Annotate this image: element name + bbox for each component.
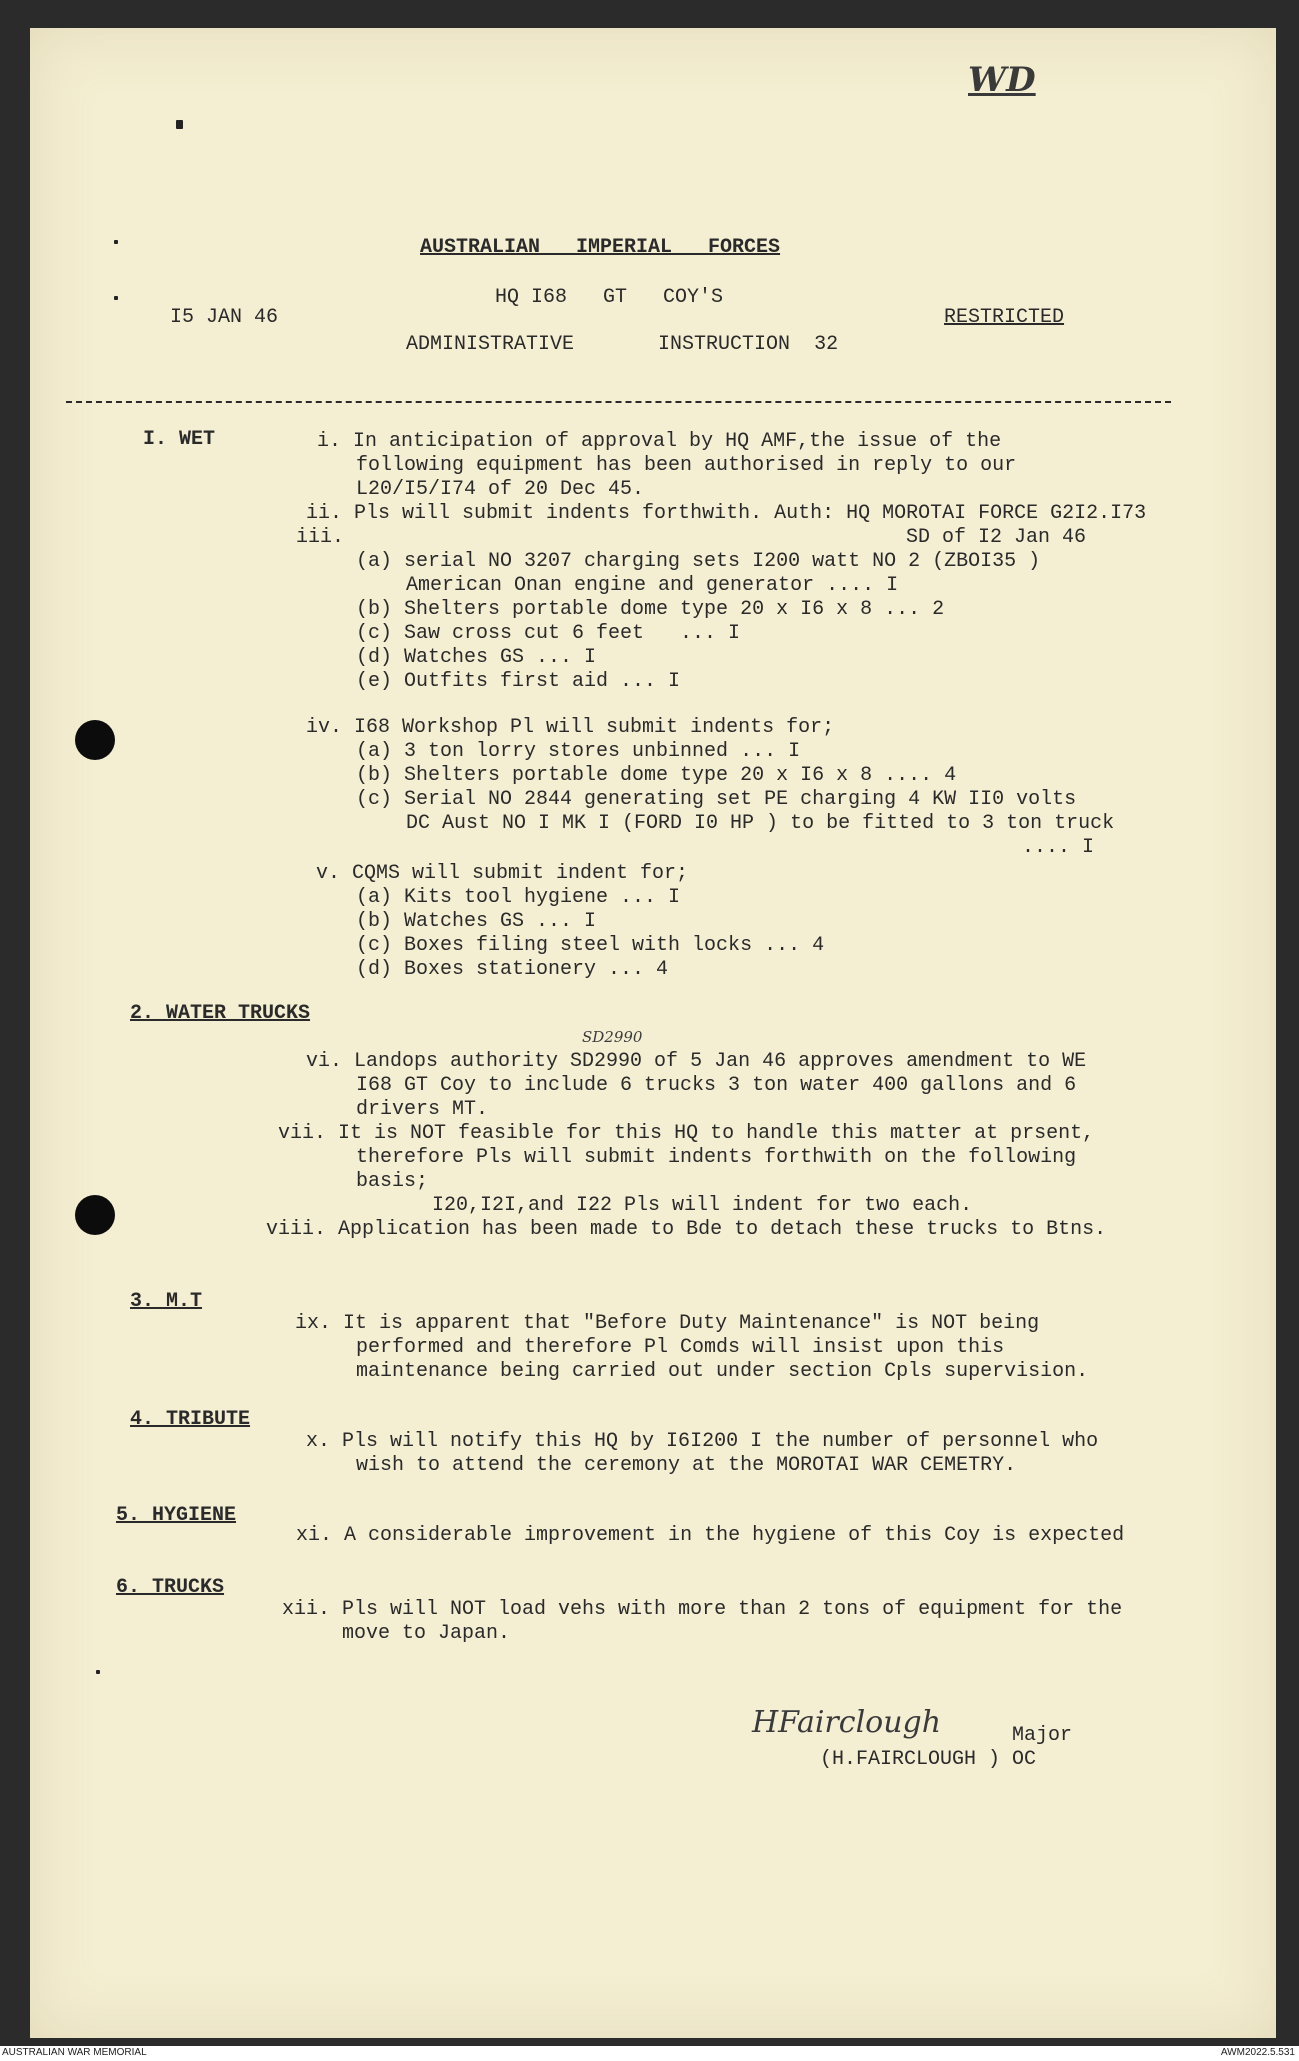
signature-rank: Major [1012, 1724, 1073, 1747]
s1-line-20: (a) Kits tool hygiene ... I [356, 886, 681, 909]
s1-line-14: (a) 3 ton lorry stores unbinned ... I [356, 740, 801, 763]
s1-line-9: (b) Shelters portable dome type 20 x I6 x 8 ... 2 [356, 598, 945, 621]
s1-line-5: SD of I2 Jan 46 [906, 526, 1087, 549]
s1-line-22: (c) Boxes filing steel with locks ... 4 [356, 934, 825, 957]
s1-line-3: L20/I5/I74 of 20 Dec 45. [356, 478, 645, 501]
s4-line-1: x. Pls will notify this HQ by I6I200 I the number of personnel who [306, 1430, 1099, 1453]
handwritten-annotation: SD2990 [582, 1028, 643, 1046]
s5-line-1: xi. A considerable improvement in the hygiene of this Coy is expected [296, 1524, 1125, 1547]
s2-line-3: drivers MT. [356, 1098, 489, 1121]
s1-line-11: (d) Watches GS ... I [356, 646, 597, 669]
section-heading-trucks: 6. TRUCKS [116, 1576, 225, 1599]
footer-bar [0, 2046, 1299, 2061]
s2-line-5: therefore Pls will submit indents forthwith on the following [356, 1146, 1077, 1169]
section-heading-wet: I. WET [143, 428, 216, 451]
s1-line-1: i. In anticipation of approval by HQ AMF,the issue of the [317, 430, 1002, 453]
s6-line-1: xii. Pls will NOT load vehs with more than 2 tons of equipment for the [282, 1598, 1123, 1621]
section-heading-tribute: 4. TRIBUTE [130, 1408, 251, 1431]
s2-line-6: basis; [356, 1170, 429, 1193]
s2-line-4: vii. It is NOT feasible for this HQ to handle this matter at prsent, [278, 1122, 1095, 1145]
s1-line-15: (b) Shelters portable dome type 20 x I6 x 8 .... 4 [356, 764, 957, 787]
signature-name: (H.FAIRCLOUGH ) OC [820, 1748, 1037, 1771]
header-divider [66, 401, 1171, 403]
s3-line-1: ix. It is apparent that "Before Duty Maintenance" is NOT being [295, 1312, 1040, 1335]
s1-line-4: ii. Pls will submit indents forthwith. Auth: HQ MOROTAI FORCE G2I2.I73 [306, 502, 1147, 525]
section-heading-water-trucks: 2. WATER TRUCKS [130, 1002, 311, 1025]
footer-institution: AUSTRALIAN WAR MEMORIAL [2, 2047, 147, 2058]
section-heading-hygiene: 5. HYGIENE [116, 1504, 237, 1527]
s2-line-1: vi. Landops authority SD2990 of 5 Jan 46 approves amendment to WE [306, 1050, 1087, 1073]
footer-reference: AWM2022.5.531 [1220, 2047, 1295, 2058]
s1-line-16: (c) Serial NO 2844 generating set PE charging 4 KW II0 volts [356, 788, 1077, 811]
s2-line-2: I68 GT Coy to include 6 trucks 3 ton water 400 gallons and 6 [356, 1074, 1077, 1097]
s1-line-17: DC Aust NO I MK I (FORD I0 HP ) to be fitted to 3 ton truck [406, 812, 1115, 835]
s3-line-3: maintenance being carried out under section Cpls supervision. [356, 1360, 1089, 1383]
s1-line-7: (a) serial NO 3207 charging sets I200 watt NO 2 (ZBOI35 ) [356, 550, 1041, 573]
header-unit: HQ I68 GT COY'S [495, 286, 724, 309]
s1-line-21: (b) Watches GS ... I [356, 910, 597, 933]
ink-mark [96, 1670, 100, 1674]
header-title: AUSTRALIAN IMPERIAL FORCES [420, 236, 781, 259]
header-classification: RESTRICTED [944, 306, 1065, 329]
header-date: I5 JAN 46 [170, 306, 279, 329]
header-instruction: ADMINISTRATIVE INSTRUCTION 32 [406, 333, 839, 356]
ink-mark [114, 240, 118, 244]
section-heading-mt: 3. M.T [130, 1290, 203, 1313]
punch-hole-top [75, 720, 115, 760]
s1-line-18: .... I [1022, 836, 1095, 859]
s4-line-2: wish to attend the ceremony at the MOROTAI WAR CEMETRY. [356, 1454, 1017, 1477]
ink-mark [114, 296, 118, 300]
ink-mark [176, 120, 183, 129]
s3-line-2: performed and therefore Pl Comds will insist upon this [356, 1336, 1005, 1359]
s2-line-8: viii. Application has been made to Bde to detach these trucks to Btns. [266, 1218, 1107, 1241]
s1-line-6: iii. [296, 526, 345, 549]
s2-line-7: I20,I2I,and I22 Pls will indent for two each. [432, 1194, 973, 1217]
s1-line-8: American Onan engine and generator .... I [406, 574, 899, 597]
s6-line-2: move to Japan. [342, 1622, 511, 1645]
s1-line-13: iv. I68 Workshop Pl will submit indents for; [306, 716, 835, 739]
s1-line-19: v. CQMS will submit indent for; [316, 862, 689, 885]
punch-hole-bottom [75, 1195, 115, 1235]
s1-line-2: following equipment has been authorised in reply to our [356, 454, 1017, 477]
signature-scrawl: HFairclough [752, 1705, 942, 1740]
s1-line-23: (d) Boxes stationery ... 4 [356, 958, 669, 981]
handwritten-initials: WD [968, 60, 1036, 100]
s1-line-10: (c) Saw cross cut 6 feet ... I [356, 622, 741, 645]
s1-line-12: (e) Outfits first aid ... I [356, 670, 681, 693]
